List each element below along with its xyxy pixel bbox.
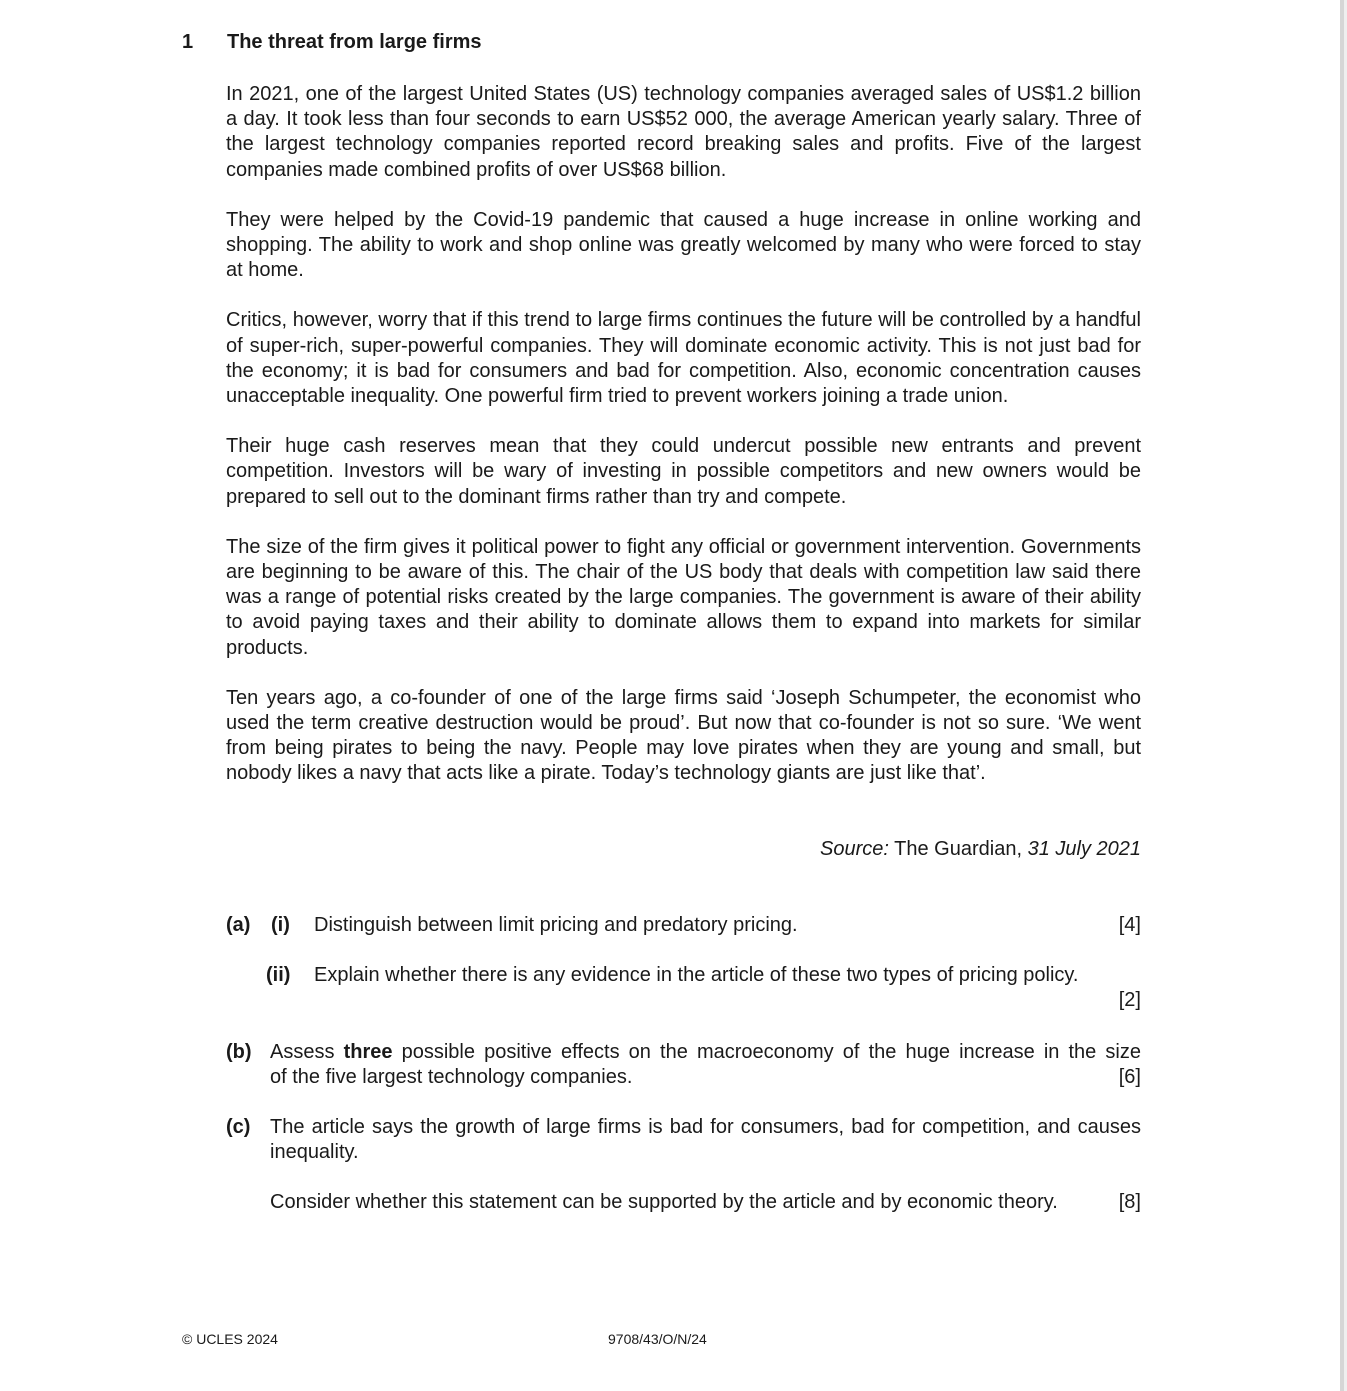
article-paragraph: In 2021, one of the largest United States (US) technology companies averaged sales of US$1.2 billion a day. It took less than four seconds to earn US$52 000, the average American yearly salary. Three of the largest technology companies reported record breaking sales and profits. Five of the largest companies made combined profits of over US$68 billion. (226, 83, 1141, 181)
part-b-text-line1 (270, 1040, 1141, 1065)
part-c-marks: [8] (1118, 1191, 1141, 1213)
question-c (226, 1115, 1141, 1225)
footer-code: 9708/43/O/N/24 (608, 1331, 707, 1347)
article-paragraph: Ten years ago, a co-founder of one of the large firms said ‘Joseph Schumpeter, the economist who used the term creative destruction would be proud’. But now that co-founder is not so sure. ‘We went from being pirates to being the navy. People may love pirates when they are young and small, but nobody likes a navy that acts like a pirate. Today’s technology giants are just like that’. (226, 686, 1141, 785)
part-a-i-marks: [4] (1118, 914, 1141, 936)
question-title: The threat from large firms (227, 31, 482, 53)
article-paragraph: They were helped by the Covid-19 pandemic that caused a huge increase in online working and shopping. The ability to work and shop online was greatly welcomed by many who were forced to stay at home. (226, 208, 1141, 282)
part-c-text2: Consider whether this statement can be supported by the article and by economic theory. (270, 1191, 1058, 1213)
footer-copyright: © UCLES 2024 (182, 1331, 278, 1347)
question-a-i (226, 913, 1141, 939)
part-b-text-line2: of the five largest technology companies. (270, 1066, 633, 1088)
source-date: 31 July 2021 (1027, 838, 1141, 860)
article-paragraph: Critics, however, worry that if this trend to large firms continues the future will be controlled by a handful of super-rich, super-powerful companies. They will dominate economic activity. This is not just bad for the economy; it is bad for consumers and bad for competition. Also, economic concentration causes unacceptable inequality. One powerful firm tried to prevent workers joining a trade union. (226, 309, 1141, 408)
part-b-marks: [6] (1118, 1066, 1141, 1088)
part-b-label: (b) (226, 1041, 252, 1063)
question-number: 1 (182, 31, 194, 53)
part-b-text-bold: three (343, 1041, 393, 1063)
question-b (226, 1040, 1141, 1092)
part-a-ii-marks: [2] (1118, 989, 1141, 1011)
article-paragraph: Their huge cash reserves mean that they could undercut possible new entrants and prevent competition. Investors will be wary of investing in possible competitors and new owners would be prepared to sell out to the dominant firms rather than try and compete. (226, 435, 1141, 508)
part-b-text-before: Assess (270, 1041, 344, 1063)
part-a-ii-label: (ii) (266, 964, 291, 986)
source-publication: The Guardian, (894, 838, 1023, 860)
source-label: Source: (820, 838, 889, 860)
question-a-ii (226, 963, 1141, 1015)
part-c-label: (c) (226, 1116, 251, 1138)
part-a-i-text: Distinguish between limit pricing and predatory pricing. (314, 914, 798, 936)
part-a-ii-text: Explain whether there is any evidence in the article of these two types of pricing policy. (314, 964, 1079, 986)
part-b-text-after: possible positive effects on the macroeconomy of the huge increase in the size (392, 1041, 1141, 1063)
article-body (226, 82, 1141, 812)
article-paragraph: The size of the firm gives it political power to fight any official or government intervention. Governments are beginning to be aware of this. The chair of the US body that deals with competition law said there was a range of potential risks created by the large companies. The government is aware of their ability to avoid paying taxes and their ability to dominate allows them to expand into markets for similar products. (226, 535, 1141, 659)
article-source (226, 838, 1141, 861)
part-c-text: The article says the growth of large firms is bad for consumers, bad for competition, and causes inequality. (270, 1116, 1141, 1164)
part-a-label: (a) (226, 914, 251, 936)
part-a-i-label: (i) (271, 914, 290, 936)
